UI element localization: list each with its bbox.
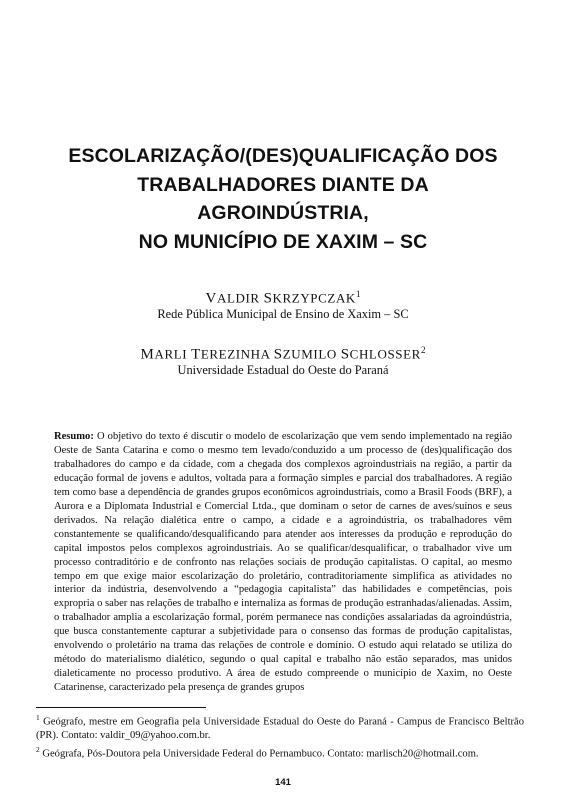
title-line-2: TRABALHADORES DIANTE DA — [137, 173, 429, 196]
abstract-label: Resumo: — [54, 431, 94, 442]
article-title — [40, 142, 526, 256]
footnote-2: $^2$ Geógrafa, Pós-Doutora pela Universidade Federal do Pernambuco. Contato: marlisch20@hotmail.com. — [36, 744, 479, 760]
author-2 — [0, 342, 566, 378]
footnotes — [36, 711, 524, 761]
author-2-affiliation: Universidade Estadual do Oeste do Paraná — [177, 363, 389, 378]
footnote-marker-2[interactable]: 2 — [420, 345, 426, 355]
author-1-affiliation: Rede Pública Municipal de Ensino de Xaxim – SC — [157, 307, 409, 322]
abstract-text: O objetivo do texto é discutir o modelo de escolarização que vem sendo implementado na região Oeste de Santa Catarina e como o mesmo tem levado/conduzido a um processo de (des)qualificação dos trabalhadores do campo e da cidade, com a chegada dos complexos agroindustriais na região, a partir da educação formal de jovens e adultos, voltada para a formação simples e parcial dos trabalhadores. A região tem como base a dependência de grandes grupos econômicos agroindustriais, como a Brasil Foods (BRF), a Aurora e a Diplomata Industrial e Comercial Ltda., que dominam o setor de carnes de aves/suínos e seus derivados. Na relação dialética entre o campo, a cidade e a agroindústria, os trabalhadores vêm constantemente se qualificando/desqualificando para atender aos interesses da produção e reprodução do capital impostos pelos complexos agroindustriais. Ao se qualificar/desqualificar, o trabalhador vive um processo contraditório e de confronto nas relações sociais de produção capitalistas. O capital, ao mesmo tempo em que exige maior escolarização do proletário, contraditoriamente simplifica as atividades no interior da indústria, desenvolvendo a “pedagogia capitalista” das habilidades e competências, pois expropria o saber nas relações de trabalho e internaliza as formas de produção estranhadas/alienadas. Assim, o trabalhador amplia a escolarização formal, porém permanece nas condições assalariadas da agroindústria, que busca constantemente capturar a subjetividade para o consenso das formas de produção capitalistas, envolvendo o proletário na trama das relações de controle e domínio. O estudo aqui relatado se utiliza do método do materialismo dialético, segundo o qual capital e trabalho não estão separados, mas unidos dialeticamente no processo produtivo. A área de estudo compreende o município de Xaxim, no Oeste Catarinense, caracterizado pela presença de grandes grupos — [54, 431, 512, 694]
author-1-name: VALDIR SKRZYPCZAK$^1$ — [205, 289, 361, 307]
abstract — [54, 430, 512, 695]
footnote-divider — [36, 707, 206, 708]
title-line-1: ESCOLARIZAÇÃO/(DES)QUALIFICAÇÃO DOS — [68, 145, 498, 167]
title-line-3: AGROINDÚSTRIA, — [197, 202, 369, 224]
title-line-4: NO MUNICÍPIO DE XAXIM – SC — [138, 230, 428, 253]
footnote-marker-1[interactable]: 1 — [355, 289, 361, 299]
page-number: 141 — [275, 777, 291, 788]
author-2-name: MARLI TEREZINHA SZUMILO SCHLOSSER$^2$ — [140, 345, 426, 363]
footnote-1: $^1$ Geógrafo, mestre em Geografia pela Universidade Estadual do Oeste do Paraná - Campus de Francisco Beltrão (PR). Contato: valdir_09@yahoo.com.br. — [36, 713, 524, 742]
author-1 — [0, 286, 566, 322]
